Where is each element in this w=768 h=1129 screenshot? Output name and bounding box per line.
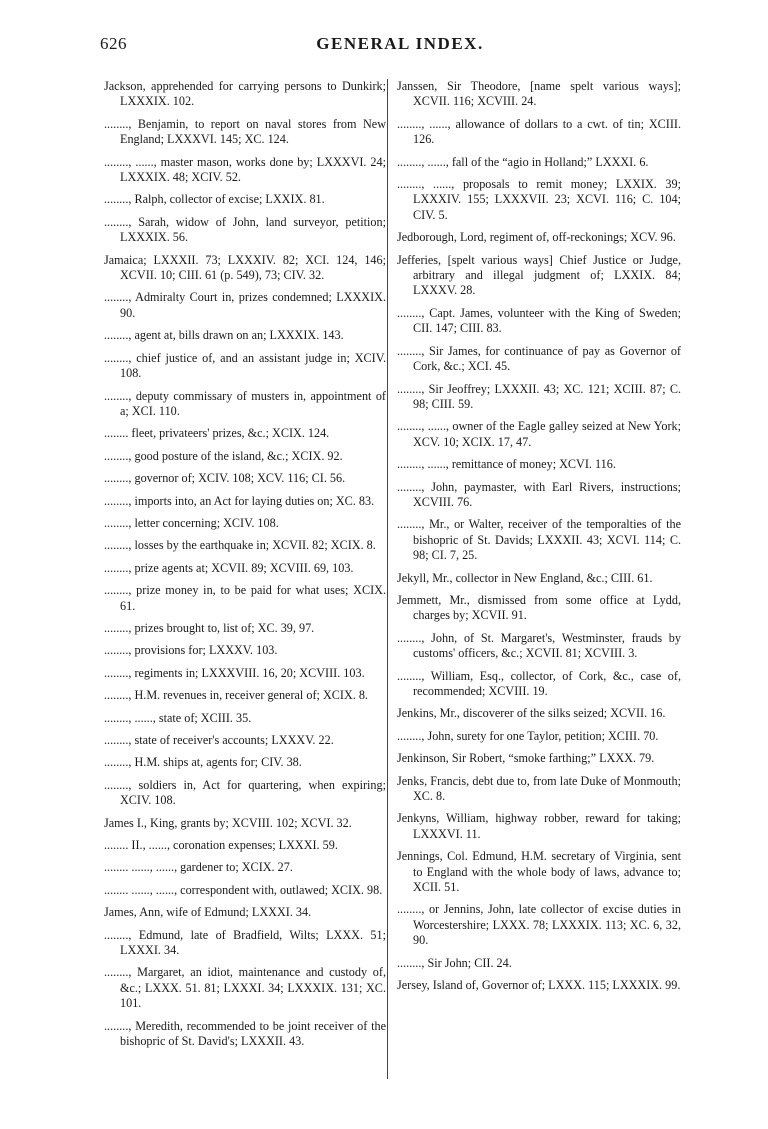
- index-entry: ........, Mr., or Walter, receiver of the temporalties of the bishopric of St. Davids; LXXXII. 43; XCVI. 114; C. 98; CI. 7, 25.: [397, 517, 681, 563]
- index-entry: ........, chief justice of, and an assistant judge in; XCIV. 108.: [104, 350, 386, 381]
- index-entry: ........, Sir John; CII. 24.: [397, 955, 512, 970]
- index-entry: ........, prizes brought to, list of; XC. 39, 97.: [104, 620, 315, 635]
- index-entry: Jemmett, Mr., dismissed from some office at Lydd, charges by; XCVII. 91.: [397, 592, 681, 623]
- page-header: [100, 34, 700, 58]
- index-entry: ........, William, Esq., collector, of Cork, &c., case of, recommended; XCVIII. 19.: [397, 668, 681, 698]
- index-entry: ........, H.M. ships at, agents for; CIV. 38.: [104, 755, 302, 770]
- index-entry: ........, imports into, an Act for laying duties on; XC. 83.: [104, 493, 375, 508]
- index-entry: James, Ann, wife of Edmund; LXXXI. 34.: [104, 905, 312, 920]
- index-entry: Jamaica; LXXXII. 73; LXXXIV. 82; XCI. 124, 146; XCVII. 10; CIII. 61 (p. 549), 73; CIV. 32.: [104, 252, 386, 283]
- index-entry: ........, letter concerning; XCIV. 108.: [104, 515, 279, 530]
- index-entry: ........, provisions for; LXXXV. 103.: [104, 643, 278, 658]
- index-entry: ........, soldiers in, Act for quartering, when expiring; XCIV. 108.: [104, 777, 386, 808]
- index-entry: ........, agent at, bills drawn on an; LXXXIX. 143.: [104, 328, 344, 343]
- index-entry: ........, ......, master mason, works done by; LXXXVI. 24; LXXXIX. 48; XCIV. 52.: [104, 154, 386, 185]
- index-entry: ........, Capt. James, volunteer with the King of Sweden; CII. 147; CIII. 83.: [397, 305, 681, 336]
- index-entry: ........, governor of; XCIV. 108; XCV. 116; CI. 56.: [104, 471, 346, 486]
- index-entry: Jackson, apprehended for carrying persons to Dunkirk; LXXXIX. 102.: [104, 79, 386, 109]
- index-entry: ........ II., ......, coronation expenses; LXXXI. 59.: [104, 838, 338, 853]
- index-entry: ........, John, paymaster, with Earl Rivers, instructions; XCVIII. 76.: [397, 479, 681, 509]
- index-entry: ........, John, surety for one Taylor, petition; XCIII. 70.: [397, 728, 659, 743]
- index-entry: ........, prize money in, to be paid for what uses; XCIX. 61.: [104, 583, 386, 613]
- index-entry: Jekyll, Mr., collector in New England, &c.; CIII. 61.: [397, 570, 653, 585]
- index-entry: ........, Sir James, for continuance of pay as Governor of Cork, &c.; XCI. 45.: [397, 343, 681, 374]
- index-entry: Jenkins, Mr., discoverer of the silks seized; XCVII. 16.: [397, 706, 666, 721]
- index-entry: ........, Ralph, collector of excise; LXXIX. 81.: [104, 192, 325, 207]
- index-entry: Jenkyns, William, highway robber, reward for taking; LXXXVI. 11.: [397, 811, 681, 841]
- index-entry: ........, state of receiver's accounts; LXXXV. 22.: [104, 733, 334, 747]
- index-entry: ........, ......, allowance of dollars to a cwt. of tin; XCIII. 126.: [397, 116, 681, 147]
- column-divider: [387, 79, 388, 1079]
- index-entry: ........ fleet, privateers' prizes, &c.; XCIX. 124.: [104, 426, 330, 441]
- index-entry: Jenkinson, Sir Robert, “smoke farthing;” LXXX. 79.: [397, 751, 655, 766]
- index-entry: ........, good posture of the island, &c.; XCIX. 92.: [104, 448, 343, 463]
- index-entry: ........, Benjamin, to report on naval stores from New England; LXXXVI. 145; XC. 124.: [104, 116, 386, 147]
- index-entry: ........, prize agents at; XCVII. 89; XCVIII. 69, 103.: [104, 560, 354, 575]
- index-entry: ........ ......, ......, gardener to; XCIX. 27.: [104, 860, 293, 875]
- index-entry: ........, deputy commissary of musters in, appointment of a; XCI. 110.: [104, 388, 386, 418]
- index-entry: Jefferies, [spelt various ways] Chief Justice or Judge, arbitrary and illegal judgment of; LXXIX. 84; LXXXV. 28.: [397, 252, 681, 298]
- page-title: GENERAL INDEX.: [316, 34, 484, 53]
- index-entry: ........, losses by the earthquake in; XCVII. 82; XCIX. 8.: [104, 538, 376, 553]
- index-entry: Jennings, Col. Edmund, H.M. secretary of Virginia, sent to England with the whole body of laws, advance to; XCII. 51.: [397, 849, 681, 895]
- index-entry: James I., King, grants by; XCVIII. 102; XCVI. 32.: [104, 815, 352, 830]
- index-entry: Jersey, Island of, Governor of; LXXX. 115; LXXXIX. 99.: [397, 978, 681, 993]
- index-entry: ........, or Jennins, John, late collector of excise duties in Worcestershire; LXXX. 78; LXXXIX. 113; XC. 6, 32, 90.: [397, 902, 681, 948]
- index-entry: ........, regiments in; LXXXVIII. 16, 20; XCVIII. 103.: [104, 665, 365, 680]
- index-entry: ........, ......, remittance of money; XCVI. 116.: [397, 457, 616, 472]
- left-column: [104, 79, 386, 1057]
- index-entry: Janssen, Sir Theodore, [name spelt various ways]; XCVII. 116; XCVIII. 24.: [397, 79, 681, 109]
- index-entry: ........, Sir Jeoffrey; LXXXII. 43; XC. 121; XCIII. 87; C. 98; CIII. 59.: [397, 381, 681, 411]
- index-entry: ........, Meredith, recommended to be joint receiver of the bishopric of St. David's; LXXXII. 43.: [104, 1018, 386, 1049]
- index-entry: ........ ......, ......, correspondent with, outlawed; XCIX. 98.: [104, 882, 383, 897]
- index-entry: ........, Margaret, an idiot, maintenance and custody of, &c.; LXXX. 51. 81; LXXXI. 34; LXXXIX. 131; XC. 101.: [104, 965, 386, 1011]
- index-entry: ........, Admiralty Court in, prizes condemned; LXXXIX. 90.: [104, 290, 386, 320]
- index-entry: ........, Sarah, widow of John, land surveyor, petition; LXXXIX. 56.: [104, 214, 386, 245]
- index-entry: ........, ......, fall of the “agio in Holland;” LXXXI. 6.: [397, 154, 649, 169]
- index-entry: ........, ......, owner of the Eagle galley seized at New York; XCV. 10; XCIX. 17, 47.: [397, 419, 681, 449]
- page-number: 626: [100, 34, 127, 53]
- index-entry: ........, ......, proposals to remit money; LXXIX. 39; LXXXIV. 155; LXXXVII. 23; XCVI. 116; C. 104; CIV. 5.: [397, 177, 681, 222]
- right-column: [397, 79, 681, 1001]
- index-entry: Jedborough, Lord, regiment of, off-reckonings; XCV. 96.: [397, 230, 676, 245]
- index-entry: ........, Edmund, late of Bradfield, Wilts; LXXX. 51; LXXXI. 34.: [104, 927, 386, 958]
- index-entry: Jenks, Francis, debt due to, from late Duke of Monmouth; XC. 8.: [397, 773, 681, 804]
- index-entry: ........, John, of St. Margaret's, Westminster, frauds by customs' officers, &c.; XCVII. 81; XCVIII. 3.: [397, 630, 681, 661]
- index-entry: ........, ......, state of; XCIII. 35.: [104, 710, 252, 725]
- index-entry: ........, H.M. revenues in, receiver general of; XCIX. 8.: [104, 688, 368, 703]
